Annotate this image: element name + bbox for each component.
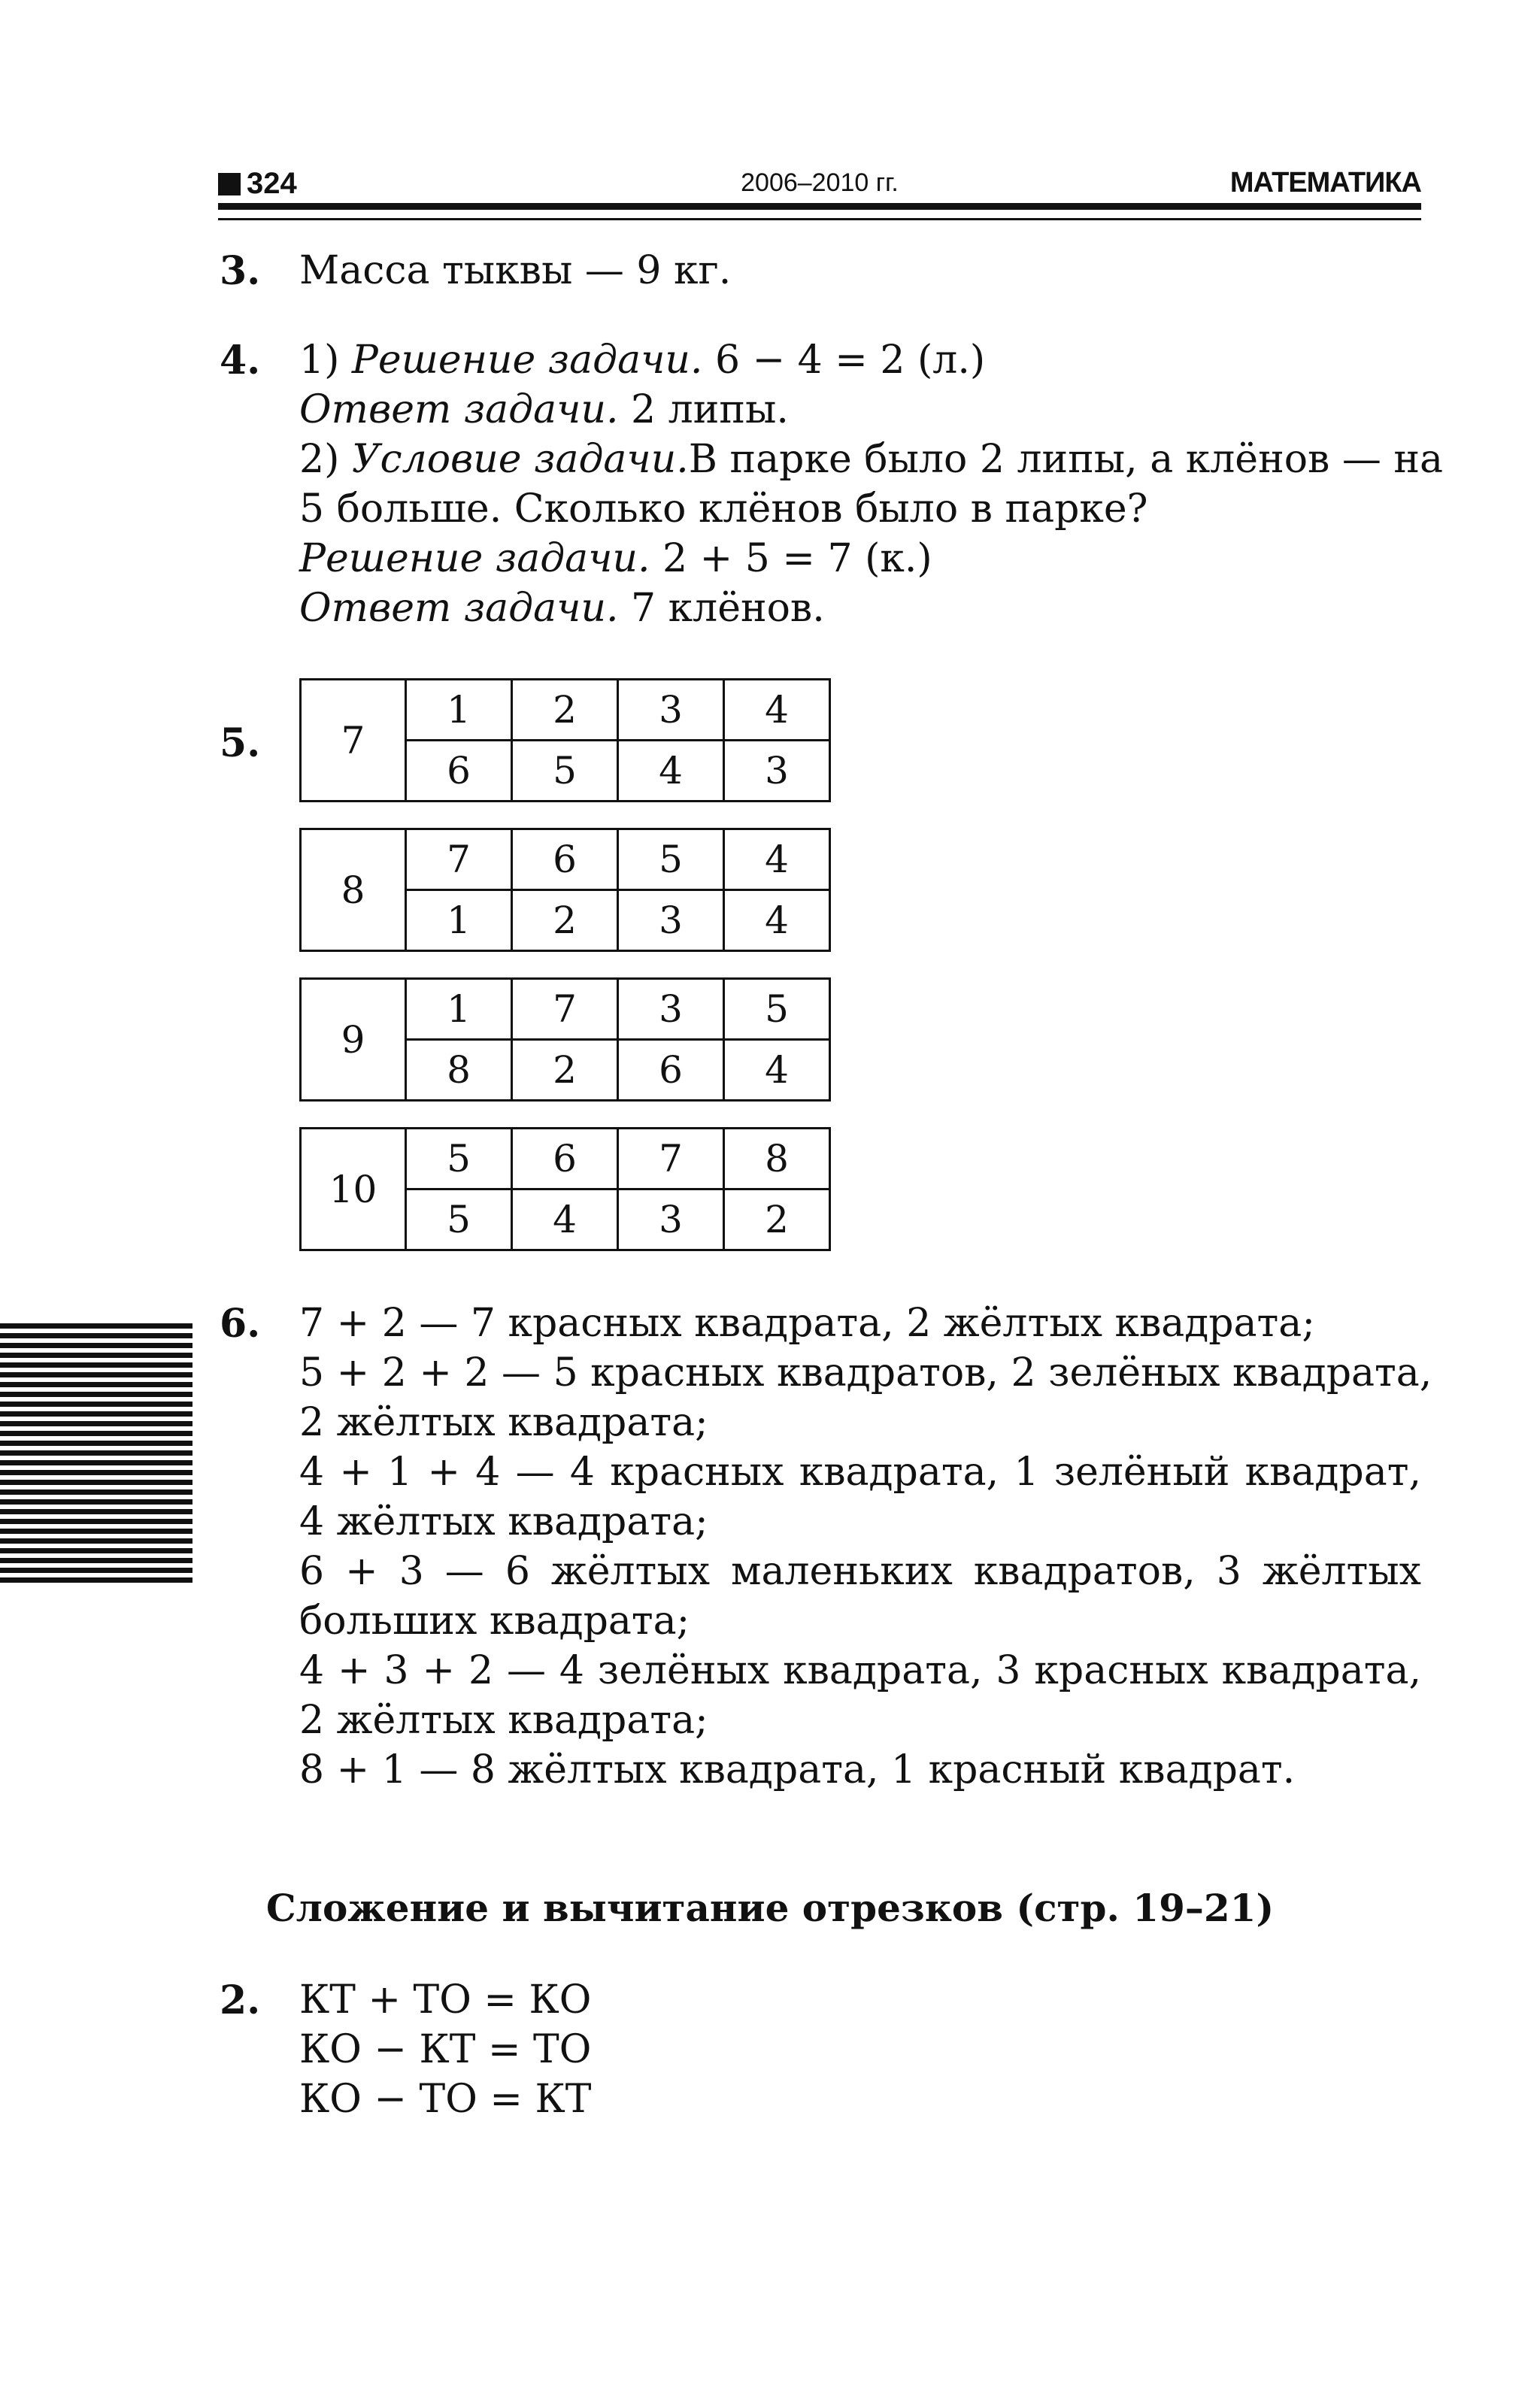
task-number: 2. [220, 1977, 261, 2023]
table-cell: 5 [406, 1129, 512, 1189]
task3-text: Масса тыквы — 9 кг. [299, 248, 732, 293]
header-years: 2006–2010 гг. [741, 168, 899, 197]
table-cell: 4 [724, 890, 830, 951]
table-cell: 3 [724, 741, 830, 802]
table-cell: 4 [618, 741, 724, 802]
task-number: 6. [220, 1301, 261, 1347]
header-subject: МАТЕМАТИКА [1229, 167, 1421, 198]
table-cell: 6 [512, 829, 618, 890]
task6-line: 4 жёлтых квадрата; [299, 1499, 708, 1544]
table-cell: 3 [618, 1189, 724, 1250]
task2-line: КО − ТО = КТ [299, 2077, 592, 2122]
table-cell: 1 [406, 680, 512, 741]
page-number: 324 [218, 167, 297, 201]
task-number: 4. [220, 338, 261, 383]
task4-line: 1) Решение задачи. 6 − 4 = 2 (л.) [299, 338, 986, 383]
task6-line: 4 + 3 + 2 — 4 зелёных квадрата, 3 красных квадрата, [299, 1648, 1421, 1693]
task6-line: больших квадрата; [299, 1599, 690, 1644]
composition-table [299, 828, 831, 952]
table-cell: 2 [724, 1189, 830, 1250]
table-cell: 2 [512, 890, 618, 951]
table-cell: 6 [618, 1040, 724, 1101]
table-cell: 5 [406, 1189, 512, 1250]
task6-line: 2 жёлтых квадрата; [299, 1698, 708, 1743]
table-cell: 7 [512, 979, 618, 1040]
table-cell: 2 [512, 680, 618, 741]
task4-line: Ответ задачи. 7 клёнов. [299, 586, 825, 631]
table-total: 10 [301, 1129, 406, 1250]
task4-line: Решение задачи. 2 + 5 = 7 (к.) [299, 536, 932, 581]
table-cell: 1 [406, 890, 512, 951]
header-rule-thick [218, 203, 1421, 210]
task4-line: 2) Условие задачи. В парке было 2 липы, а клёнов — на [299, 437, 1444, 482]
task6-line: 4 + 1 + 4 — 4 красных квадрата, 1 зелёный квадрат, [299, 1450, 1421, 1495]
task6-line: 8 + 1 — 8 жёлтых квадрата, 1 красный квадрат. [299, 1747, 1296, 1792]
header-rule-thin [218, 218, 1421, 220]
table-cell: 1 [406, 979, 512, 1040]
table-total: 9 [301, 979, 406, 1101]
table-cell: 4 [724, 680, 830, 741]
table-cell: 3 [618, 680, 724, 741]
table-cell: 4 [724, 1040, 830, 1101]
task6-line: 5 + 2 + 2 — 5 красных квадратов, 2 зелёных квадрата, [299, 1350, 1432, 1396]
section-title: Сложение и вычитание отрезков (стр. 19–21) [265, 1886, 1275, 1930]
table-cell: 4 [724, 829, 830, 890]
task2-line: КО − КТ = ТО [299, 2027, 592, 2072]
table-total: 8 [301, 829, 406, 951]
page-header [218, 167, 1421, 202]
composition-table [299, 977, 831, 1102]
table-cell: 4 [512, 1189, 618, 1250]
table-cell: 8 [724, 1129, 830, 1189]
task6-line: 7 + 2 — 7 красных квадрата, 2 жёлтых квадрата; [299, 1301, 1315, 1346]
task4-line: 5 больше. Сколько клёнов было в парке? [299, 486, 1148, 532]
task-number: 5. [220, 720, 261, 766]
table-cell: 2 [512, 1040, 618, 1101]
composition-table [299, 1127, 831, 1251]
table-cell: 6 [406, 741, 512, 802]
table-cell: 8 [406, 1040, 512, 1101]
side-stripes-decoration [0, 1323, 192, 1583]
table-cell: 3 [618, 890, 724, 951]
table-cell: 5 [618, 829, 724, 890]
table-cell: 7 [618, 1129, 724, 1189]
task6-line: 2 жёлтых квадрата; [299, 1400, 708, 1445]
task2-line: КТ + ТО = КО [299, 1977, 592, 2023]
table-cell: 6 [512, 1129, 618, 1189]
composition-table [299, 678, 831, 802]
task6-line: 6 + 3 — 6 жёлтых маленьких квадратов, 3 жёлтых [299, 1549, 1421, 1594]
table-cell: 5 [512, 741, 618, 802]
table-cell: 3 [618, 979, 724, 1040]
table-total: 7 [301, 680, 406, 802]
task4-line: Ответ задачи. 2 липы. [299, 387, 789, 432]
task-number: 3. [220, 248, 261, 294]
table-cell: 5 [724, 979, 830, 1040]
table-cell: 7 [406, 829, 512, 890]
